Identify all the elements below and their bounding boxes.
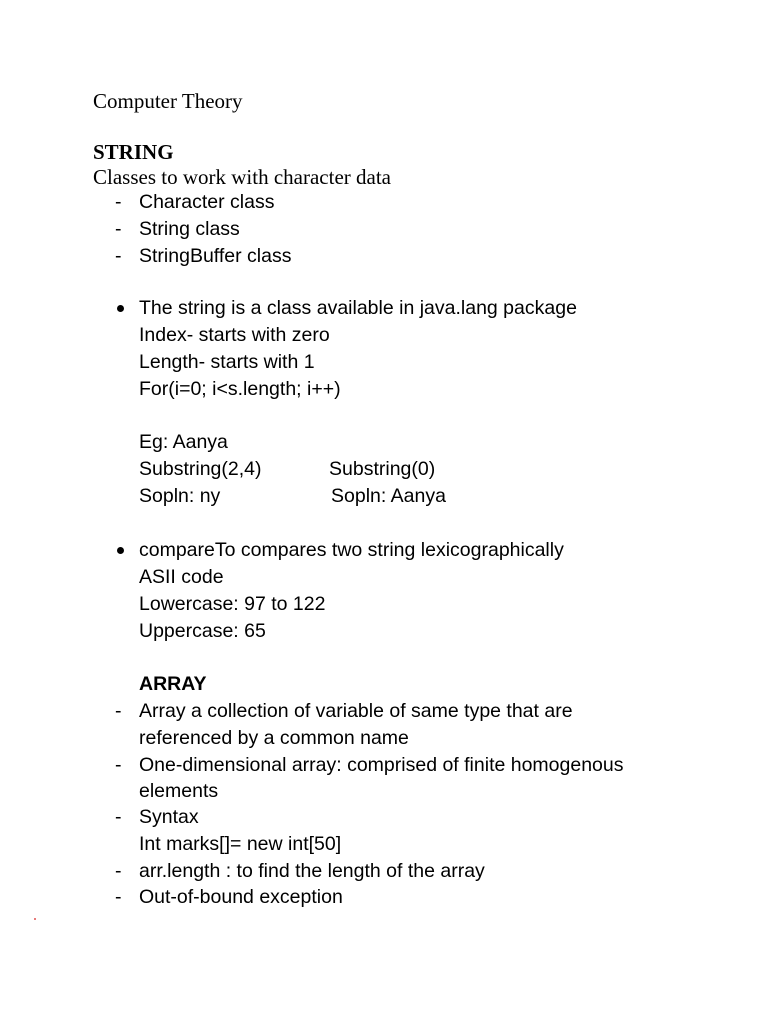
list-dash: - — [115, 754, 122, 776]
list-item: Array a collection of variable of same type that are — [139, 700, 573, 722]
list-dash: - — [115, 218, 122, 240]
bullet-line: Lowercase: 97 to 122 — [139, 593, 326, 615]
list-item: One-dimensional array: comprised of finite homogenous — [139, 754, 624, 776]
bullet-line: compareTo compares two string lexicographically — [139, 539, 564, 561]
bullet-line: For(i=0; i<s.length; i++) — [139, 378, 341, 400]
list-item: arr.length : to find the length of the array — [139, 860, 485, 882]
stray-mark — [34, 918, 36, 920]
example-right: Sopln: Aanya — [331, 485, 446, 507]
example-label: Eg: Aanya — [139, 431, 228, 453]
string-subheading: Classes to work with character data — [93, 165, 391, 189]
array-heading: ARRAY — [139, 673, 207, 695]
string-heading: STRING — [93, 140, 174, 164]
list-item: String class — [139, 218, 240, 240]
list-dash: - — [115, 700, 122, 722]
list-item: Syntax — [139, 806, 199, 828]
bullet-icon — [117, 305, 124, 312]
list-dash: - — [115, 245, 122, 267]
list-dash: - — [115, 191, 122, 213]
bullet-line: ASII code — [139, 566, 224, 588]
list-dash: - — [115, 860, 122, 882]
example-right: Substring(0) — [329, 458, 436, 480]
list-item: Out-of-bound exception — [139, 886, 343, 908]
list-item-continued: referenced by a common name — [139, 727, 409, 749]
list-dash: - — [115, 806, 122, 828]
list-item: StringBuffer class — [139, 245, 292, 267]
example-left: Sopln: ny — [139, 485, 221, 507]
list-dash: - — [115, 886, 122, 908]
example-left: Substring(2,4) — [139, 458, 262, 480]
bullet-line: Index- starts with zero — [139, 324, 330, 346]
list-item: Character class — [139, 191, 275, 213]
bullet-line: Uppercase: 65 — [139, 620, 266, 642]
page-title: Computer Theory — [93, 89, 243, 113]
list-item-continued: elements — [139, 780, 219, 802]
list-item-continued: Int marks[]= new int[50] — [139, 833, 342, 855]
bullet-icon — [117, 547, 124, 554]
bullet-line: The string is a class available in java.lang package — [139, 297, 577, 319]
bullet-line: Length- starts with 1 — [139, 351, 315, 373]
